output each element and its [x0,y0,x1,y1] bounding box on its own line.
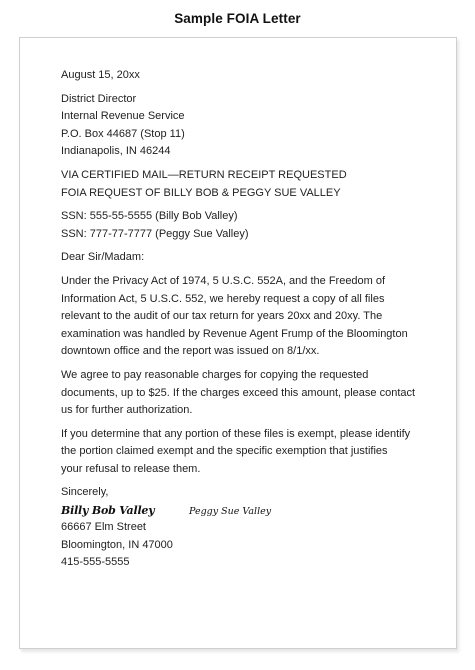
paragraph-line: If you determine that any portion of these files is exempt, please identify [61,427,411,440]
ssn-line: SSN: 555-55-5555 (Billy Bob Valley) [61,210,238,223]
recipient-line: Internal Revenue Service [61,110,185,123]
letter-date [61,67,441,85]
page-title: Sample FOIA Letter [174,11,301,26]
paragraph-line: examination was handled by Revenue Agent Frump of the Bloomington [61,327,408,340]
paragraph-line: documents, up to $25. If the charges exceed this amount, please contact [61,386,416,399]
phone-line: 415-555-5555 [61,556,130,569]
letter-sheet [19,37,457,649]
paragraph-exemption [61,426,441,479]
date-line: August 15, 20xx [61,69,140,81]
paragraph-line: Information Act, 5 U.S.C. 552, we hereby request a copy of all files [61,292,385,305]
letter-body [61,67,441,572]
signature-billy-bob: Billy Bob Valley [61,504,155,518]
closing-block [61,484,441,571]
paragraph-line: the portion claimed exempt and the specific exemption that justifies [61,445,388,458]
ssn-block [61,208,441,243]
subject-block [61,167,441,202]
recipient-line: Indianapolis, IN 46244 [61,145,171,158]
paragraph-line: relevant to the audit of our tax return for years 20xx and 20xy. The [61,310,383,323]
paragraph-line: We agree to pay reasonable charges for copying the requested [61,368,369,381]
recipient-line: P.O. Box 44687 (Stop 11) [61,127,185,140]
paragraph-line: your refusal to release them. [61,462,201,475]
paragraph-line: downtown office and the report was issued on 8/1/xx. [61,345,320,358]
subject-line: VIA CERTIFIED MAIL—RETURN RECEIPT REQUESTED [61,168,347,181]
recipient-block [61,91,441,161]
paragraph-request [61,273,441,361]
signature-peggy-sue: Peggy Sue Valley [189,506,272,518]
salutation-line: Dear Sir/Madam: [61,251,145,264]
paragraph-line: Under the Privacy Act of 1974, 5 U.S.C. 552A, and the Freedom of [61,274,386,287]
recipient-line: District Director [61,92,137,105]
address-line: 66667 Elm Street [61,521,146,534]
ssn-line: SSN: 777-77-7777 (Peggy Sue Valley) [61,227,249,240]
closing-line: Sincerely, [61,486,109,499]
paragraph-charges [61,367,441,420]
subject-line: FOIA REQUEST OF BILLY BOB & PEGGY SUE VALLEY [61,186,341,199]
salutation [61,249,441,267]
address-line: Bloomington, IN 47000 [61,538,173,551]
paragraph-line: us for further authorization. [61,404,193,417]
signature-row [61,502,441,519]
